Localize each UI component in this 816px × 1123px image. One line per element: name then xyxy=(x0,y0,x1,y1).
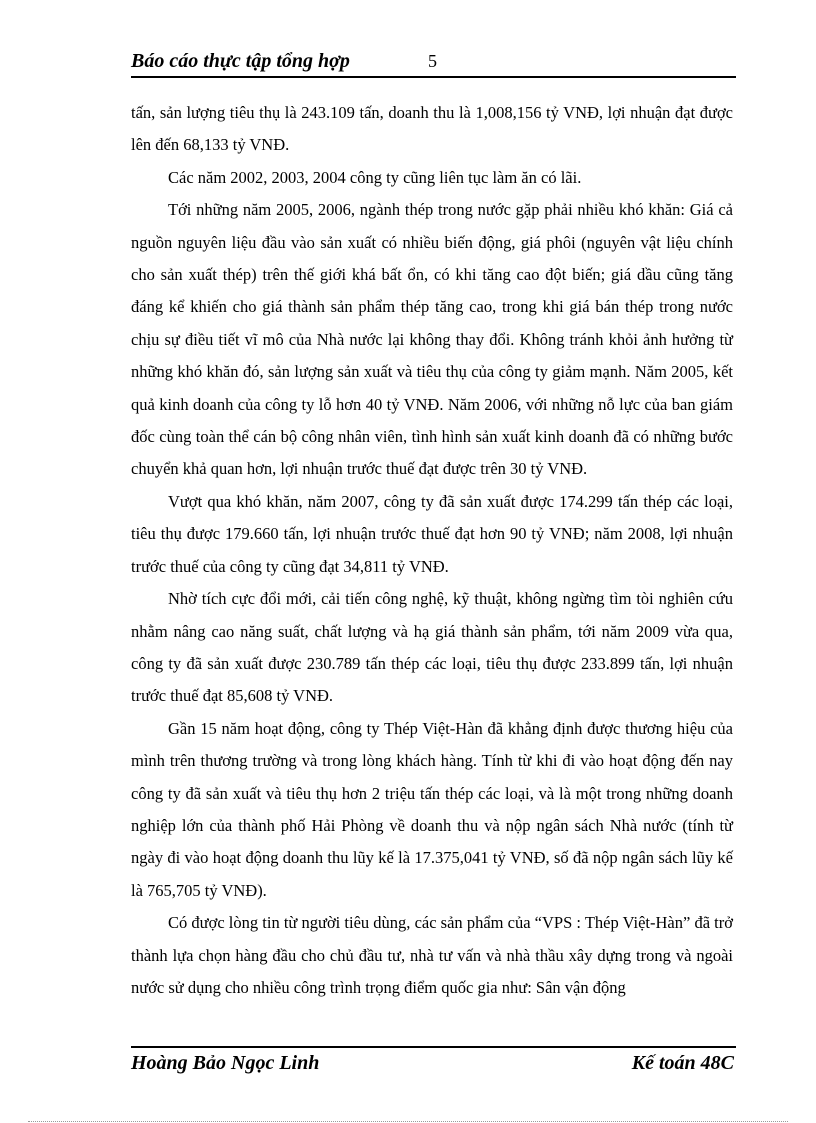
paragraph-1: tấn, sản lượng tiêu thụ là 243.109 tấn, doanh thu là 1,008,156 tỷ VNĐ, lợi nhuận đạt được lên đến 68,133 tỷ VNĐ. xyxy=(131,103,733,155)
paragraph-4: Vượt qua khó khăn, năm 2007, công ty đã sản xuất được 174.299 tấn thép các loại, tiêu thụ được 179.660 tấn, lợi nhuận trước thuế đạt hơn 90 tỷ VNĐ; năm 2008, lợi nhuận trước thuế của công ty cũng đạt 34,811 tỷ VNĐ. xyxy=(131,491,733,576)
report-title: Báo cáo thực tập tổng hợp xyxy=(131,50,350,72)
paragraph-7: Có được lòng tin từ người tiêu dùng, các sản phẩm của “VPS : Thép Việt-Hàn” đã trở thành lựa chọn hàng đầu cho chủ đầu tư, nhà tư vấn và nhà thầu xây dựng trong và ngoài nước sử dụng cho nhiều công trình trọng điểm quốc gia như: Sân vận động xyxy=(131,913,733,997)
page-number: 5 xyxy=(428,51,437,71)
paragraph-5: Nhờ tích cực đổi mới, cải tiến công nghệ, kỹ thuật, không ngừng tìm tòi nghiên cứu nhằm nâng cao năng suất, chất lượng và hạ giá thành sản phẩm, tới năm 2009 vừa qua, công ty đã sản xuất được 230.789 tấn thép các loại, tiêu thụ được 233.899 tấn, lợi nhuận trước thuế đạt 85,608 tỷ VNĐ. xyxy=(131,589,733,706)
author-name: Hoàng Bảo Ngọc Linh xyxy=(131,1052,320,1074)
page-bottom-divider xyxy=(28,1121,788,1122)
class-name: Kế toán 48C xyxy=(631,1052,734,1074)
paragraph-6: Gần 15 năm hoạt động, công ty Thép Việt-Hàn đã khẳng định được thương hiệu của mình trên thương trường và trong lòng khách hàng. Tính từ khi đi vào hoạt động đến nay công ty đã sản xuất và tiêu thụ hơn 2 triệu tấn thép các loại, và là một trong những doanh nghiệp lớn của thành phố Hải Phòng về doanh thu và nộp ngân sách Nhà nước (tính từ ngày đi vào hoạt động doanh thu lũy kế là 17.375,041 tỷ VNĐ, số đã nộp ngân sách lũy kế là 765,705 tỷ VNĐ). xyxy=(131,718,733,900)
paragraph-2: Các năm 2002, 2003, 2004 công ty cũng liên tục làm ăn có lãi. xyxy=(168,167,582,187)
page-footer xyxy=(131,1046,736,1080)
document-body xyxy=(131,97,733,1004)
page-header xyxy=(131,48,736,78)
paragraph-3: Tới những năm 2005, 2006, ngành thép trong nước gặp phải nhiều khó khăn: Giá cả nguồn nguyên liệu đầu vào sản xuất có nhiều biến động, giá phôi (nguyên vật liệu chính cho sản xuất thép) trên thế giới khá bất ổn, có khi tăng cao đột biến; giá dầu cũng tăng đáng kể khiến cho giá thành sản phẩm thép tăng cao, trong khi giá bán thép trong nước chịu sự điều tiết vĩ mô của Nhà nước lại không thay đổi. Không tránh khỏi ảnh hưởng từ những khó khăn đó, sản lượng sản xuất và tiêu thụ của công ty giảm mạnh. Năm 2005, kết quả kinh doanh của công ty lỗ hơn 40 tỷ VNĐ. Năm 2006, với những nỗ lực của ban giám đốc cùng toàn thể cán bộ công nhân viên, tình hình sản xuất kinh doanh đã có những bước chuyển khả quan hơn, lợi nhuận trước thuế đạt được trên 30 tỷ VNĐ. xyxy=(131,200,733,479)
